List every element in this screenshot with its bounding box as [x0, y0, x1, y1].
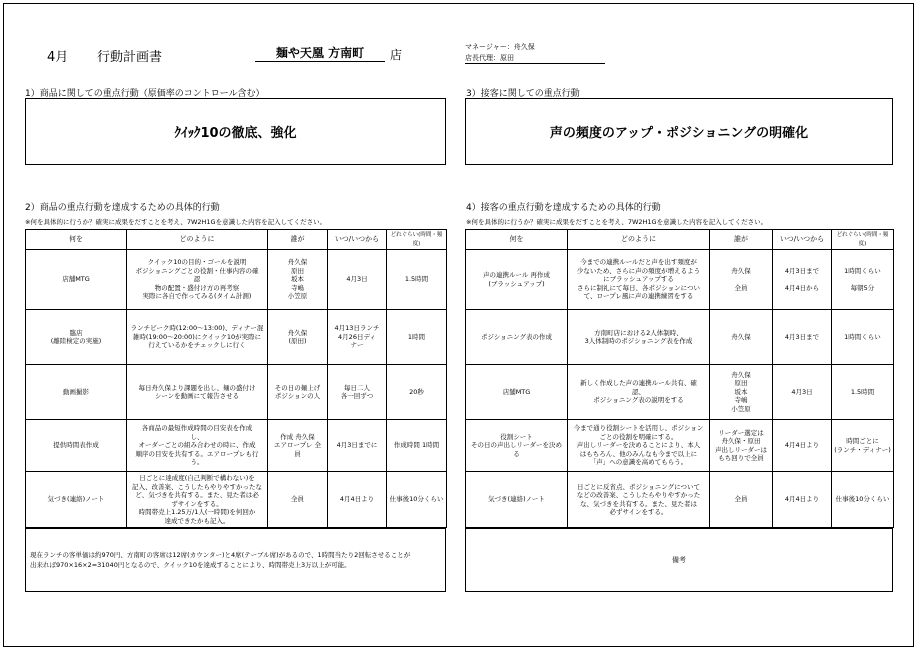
table-cell: 4月4日より: [773, 420, 832, 472]
table-cell: 1時間くらい: [832, 310, 894, 365]
table-row: [466, 420, 894, 472]
table-header-row: [26, 230, 447, 250]
table-cell: 4月3日まで 4月4日から: [773, 250, 832, 310]
table-cell: 店舗MTG: [466, 365, 568, 420]
table-cell: 4月4日より: [328, 472, 387, 528]
table-cell: 店舗MTG: [26, 250, 127, 310]
table-cell: 4月13日ランチ 4月26日ディ ナー: [328, 310, 387, 365]
col-how-much: どれぐらい(時間・頻度): [387, 230, 447, 250]
table-cell: 気づき(連絡)ノート: [466, 472, 568, 528]
table-cell: 日ごとに達成度(自己判断で構わない)を 記入、改善案、こうしたらやりやすかったな ど、気づきを共有する。また、見た者は必 ずサインをする。 時間帯売上1.25万/1人(一時間)を何回か 達成できたかも記入。: [127, 472, 268, 528]
table-cell: 方南町店における2人体制時、 3人体制時のポジショニング表を作成: [568, 310, 710, 365]
section-1-content: ｸｲｯｸ10の徹底、強化: [174, 126, 297, 141]
footer-left-box: [25, 528, 446, 592]
table-cell: ポジショニング表の作成: [466, 310, 568, 365]
table-row: [26, 365, 447, 420]
table-cell: 20秒: [387, 365, 447, 420]
deputy-label: 店長代理：原田: [465, 53, 605, 64]
table-cell: その日の麺上げ ポジションの人: [268, 365, 328, 420]
table-cell: 仕事後10分くらい: [387, 472, 447, 528]
table-cell: 舟久保 原田 坂本 寺嶋 小笠原: [710, 365, 773, 420]
table-cell: 全員: [710, 472, 773, 528]
table-cell: 4月3日: [328, 250, 387, 310]
table-cell: 1.5時間: [387, 250, 447, 310]
col-when: いつ/いつから: [328, 230, 387, 250]
table-cell: 舟久保: [710, 310, 773, 365]
section-4-title: 4）接客の重点行動を達成するための具体的行動: [466, 203, 661, 213]
table-cell: 舟久保 原田 坂本 寺嶋 小笠原: [268, 250, 328, 310]
remarks-label: 備考: [672, 556, 686, 564]
section-1-box: [25, 98, 446, 165]
table-cell: 作成 舟久保 エアロープレ 全 員: [268, 420, 328, 472]
col-who: 誰が: [268, 230, 328, 250]
table-cell: クイック10の目的・ゴールを説明 ポジショニングごとの役割・仕事内容の確 認 物の配置・盛付け方の再考察 実際に各自で作ってみる(タイム計測): [127, 250, 268, 310]
table-header-row: [466, 230, 894, 250]
table-cell: 毎日舟久保より課題を出し、麺の盛付け シーンを動画にて報告させる: [127, 365, 268, 420]
col-how: どのように: [127, 230, 268, 250]
table-cell: 日ごとに反省点、ポジショニングについて などの改善案、こうしたらやりやすかった な、気づきを共有する。また、見た者は 必ずサインをする。: [568, 472, 710, 528]
table-cell: 気づき(連絡)ノート: [26, 472, 127, 528]
table-cell: 4月3日まで: [773, 310, 832, 365]
table-cell: 舟久保 全員: [710, 250, 773, 310]
table-cell: ランチピーク時(12:00～13:00)、ディナー混 雑時(19:00～20:00)にクイック10が実際に 行えているかをチェックしに行く: [127, 310, 268, 365]
table-cell: 全員: [268, 472, 328, 528]
table-cell: 今までの連携ルールだと声を出す頻度が 少ないため、さらに声の頻度が増えるよう にブラッシュアップする さらに制礼にて毎日、各ポジションについ て、ロープレ風に声の連携練習をする: [568, 250, 710, 310]
table-cell: 1.5時間: [832, 365, 894, 420]
section-3-content: 声の頻度のアップ・ポジショニングの明確化: [549, 126, 809, 141]
table-row: [466, 250, 894, 310]
table-cell: 4月3日までに: [328, 420, 387, 472]
table-row: [26, 310, 447, 365]
table-cell: 時間ごとに (ランチ・ディナー): [832, 420, 894, 472]
table-cell: 新しく作成した声の連携ルール共有、確 認、 ポジショニング表の説明をする: [568, 365, 710, 420]
col-who: 誰が: [710, 230, 773, 250]
section-3-box: [465, 98, 893, 165]
col-what: 何を: [466, 230, 568, 250]
left-action-table: [25, 229, 447, 528]
section-2-title: 2）商品の重点行動を達成するための具体的行動: [25, 203, 220, 213]
table-row: [26, 420, 447, 472]
table-cell: 提供時間表作成: [26, 420, 127, 472]
table-cell: 4月4日より: [773, 472, 832, 528]
table-cell: 臨店 (離陸検定の実施): [26, 310, 127, 365]
footer-right-box: [465, 528, 893, 592]
footer-left-line-2: 出来れば970×16×2=31040円となるので、クイック10を達成することにより、時間帯売上3万以上が可能。: [30, 561, 351, 569]
month-label: 4月: [47, 50, 69, 65]
table-row: [26, 250, 447, 310]
col-when: いつ/いつから: [773, 230, 832, 250]
table-cell: 4月3日: [773, 365, 832, 420]
section-4-note: ※何を具体的に行うか？確実に成果をだすことを考え、7W2H1Gを意識した内容を記入してください。: [466, 218, 768, 226]
table-cell: リーダー選定は 舟久保・原田 声出しリーダーは もち回りで全員: [710, 420, 773, 472]
table-cell: 各商品の最短作成時間の目安表を作成 し、 オーダーごとの組み合わせの時に、作成 順序の目安を共有する。エアロープレも行 う。: [127, 420, 268, 472]
table-row: [26, 472, 447, 528]
document-title: 行動計画書: [97, 50, 163, 65]
store-suffix: 店: [390, 48, 403, 62]
right-action-table: [465, 229, 894, 528]
section-3-title: 3）接客に関しての重点行動: [466, 89, 580, 99]
table-cell: 作成時間 1時間: [387, 420, 447, 472]
table-row: [466, 472, 894, 528]
table-cell: 仕事後10分くらい: [832, 472, 894, 528]
table-cell: 今まで通り役割シートを活用し、ポジション ごとの役割を明確にする。 声出しリーダーを決めることにより、本人 はもちろん、他のみんなも今まで以上に 「声」への意識を高めてもらう。: [568, 420, 710, 472]
manager-label: マネージャー：舟久保: [465, 43, 535, 51]
table-cell: 毎日二人 各一回ずつ: [328, 365, 387, 420]
table-cell: 1時間: [387, 310, 447, 365]
footer-left-line-1: 現在ランチの客単価は約970円、方南町の客席は12席(カウンター)と4席(テーブル席)があるので、1時間当たり2回転させることが: [30, 551, 411, 559]
table-row: [466, 310, 894, 365]
store-name: 麺や天凰 方南町: [255, 44, 385, 62]
table-cell: 声の連携ルール 再作成 (ブラッシュアップ): [466, 250, 568, 310]
section-2-note: ※何を具体的に行うか？確実に成果をだすことを考え、7W2H1Gを意識した内容を記入してください。: [25, 218, 327, 226]
table-cell: 1時間くらい 毎朝5分: [832, 250, 894, 310]
section-1-title: 1）商品に関しての重点行動（原価率のコントロール含む）: [25, 89, 265, 99]
table-cell: 役割シート その日の声出しリーダーを決め る: [466, 420, 568, 472]
col-how-much: どれぐらい(時間・頻度): [832, 230, 894, 250]
table-cell: 動画撮影: [26, 365, 127, 420]
table-cell: 舟久保 (原田): [268, 310, 328, 365]
col-what: 何を: [26, 230, 127, 250]
table-row: [466, 365, 894, 420]
col-how: どのように: [568, 230, 710, 250]
